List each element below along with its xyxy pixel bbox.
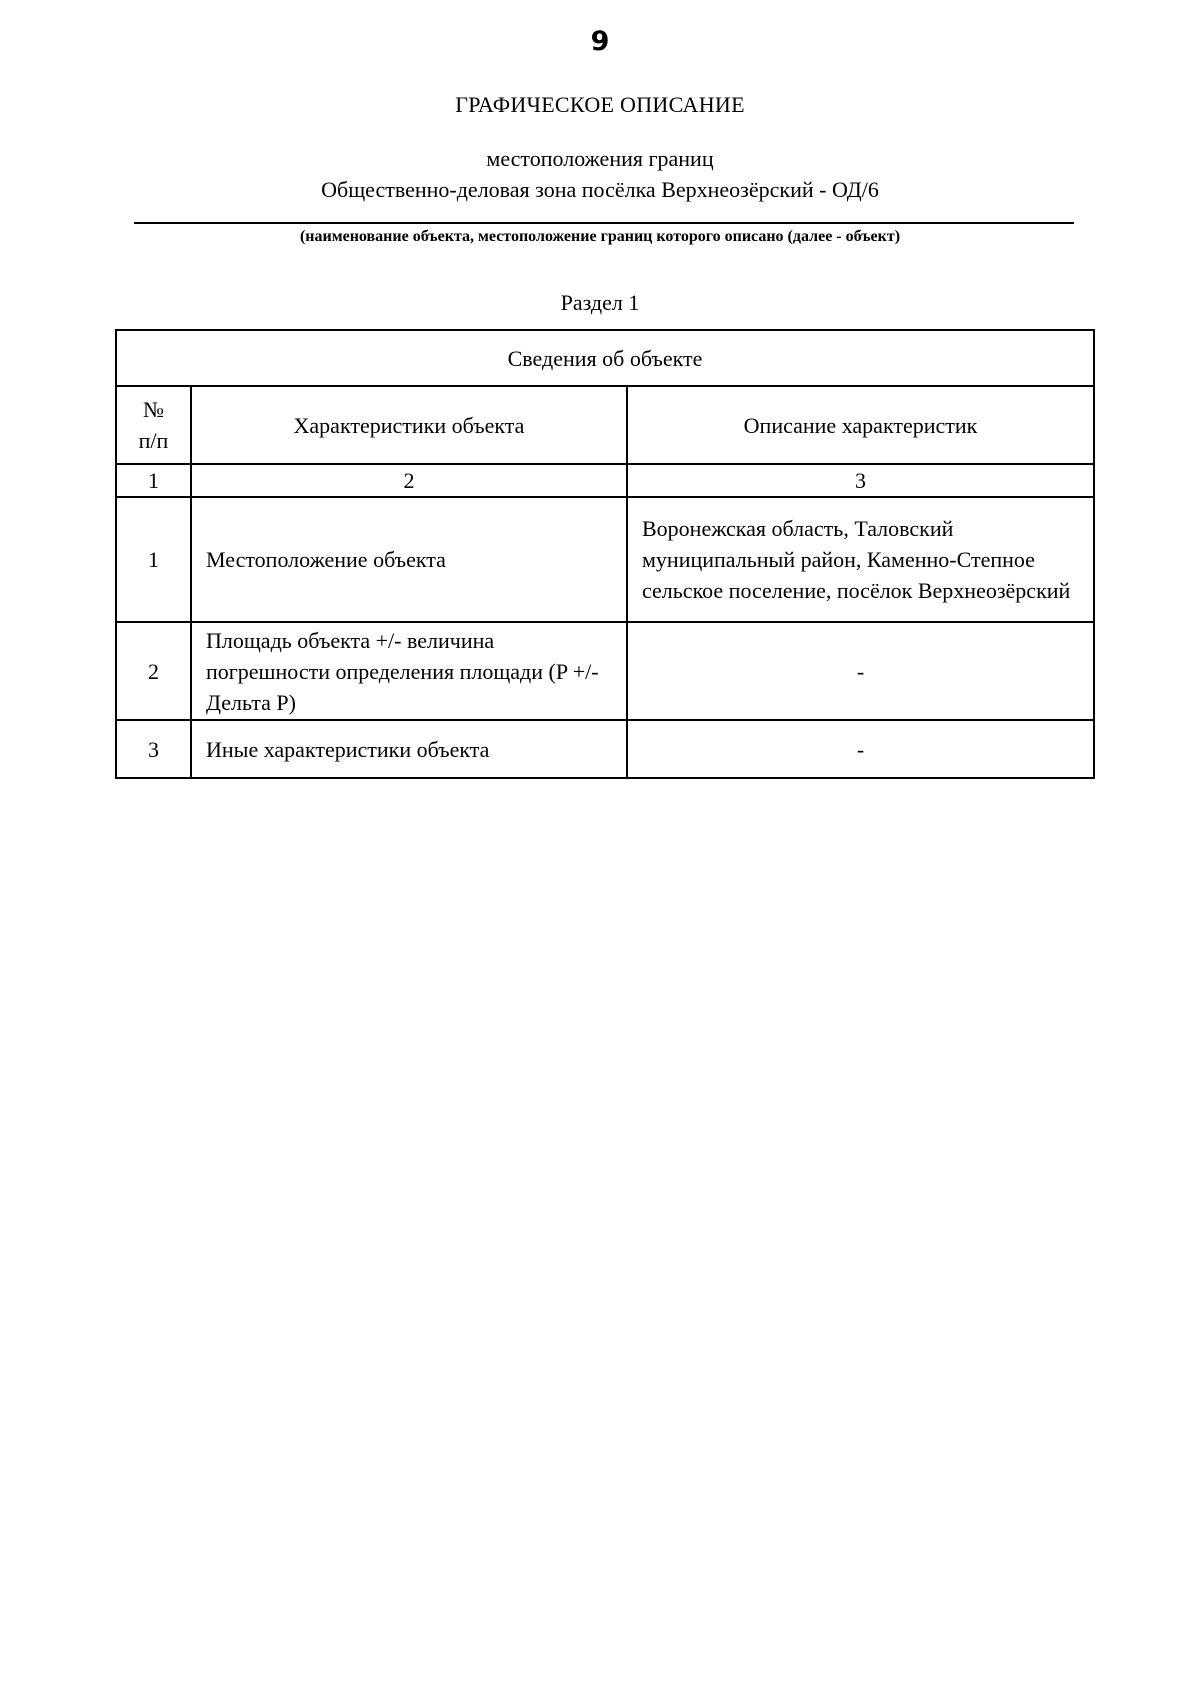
section-label: Раздел 1 xyxy=(560,290,640,315)
table-row xyxy=(116,497,1094,622)
column-index-3: 3 xyxy=(627,464,1094,497)
column-header-characteristics: Характеристики объекта xyxy=(191,386,627,464)
row-number: 1 xyxy=(116,497,191,622)
row-number: 2 xyxy=(116,622,191,720)
rule-caption: (наименование объекта, местоположение границ которого описано (далее - объект) xyxy=(299,228,901,245)
column-index-row xyxy=(116,464,1094,497)
row-characteristic: Площадь объекта +/- величина погрешности определения площади (P +/- Дельта P) xyxy=(191,622,627,720)
column-header-num xyxy=(116,386,191,464)
column-header-description: Описание характеристик xyxy=(627,386,1094,464)
table-row xyxy=(116,622,1094,720)
column-header-num-line2: п/п xyxy=(138,428,169,453)
table-header: Сведения об объекте xyxy=(116,330,1094,386)
underline-rule xyxy=(134,222,1074,224)
table-row xyxy=(116,720,1094,778)
row-characteristic: Местоположение объекта xyxy=(191,497,627,622)
column-header-num-line1: № xyxy=(143,397,164,422)
column-index-2: 2 xyxy=(191,464,627,497)
row-number: 3 xyxy=(116,720,191,778)
document-subtitle: местоположения границ xyxy=(486,146,714,171)
row-characteristic: Иные характеристики объекта xyxy=(191,720,627,778)
row-description: - xyxy=(627,720,1094,778)
object-name: Общественно-деловая зона посёлка Верхнеозёрский - ОД/6 xyxy=(321,177,879,202)
row-description: Воронежская область, Таловский муниципальный район, Каменно-Степное сельское поселение, посёлок Верхнеозёрский xyxy=(627,497,1094,622)
column-index-1: 1 xyxy=(116,464,191,497)
table-header-row xyxy=(116,330,1094,386)
column-header-row xyxy=(116,386,1094,464)
object-info-table xyxy=(115,329,1095,779)
row-description: - xyxy=(627,622,1094,720)
page-number: 9 xyxy=(590,26,610,57)
document-title: ГРАФИЧЕСКОЕ ОПИСАНИЕ xyxy=(455,92,745,117)
